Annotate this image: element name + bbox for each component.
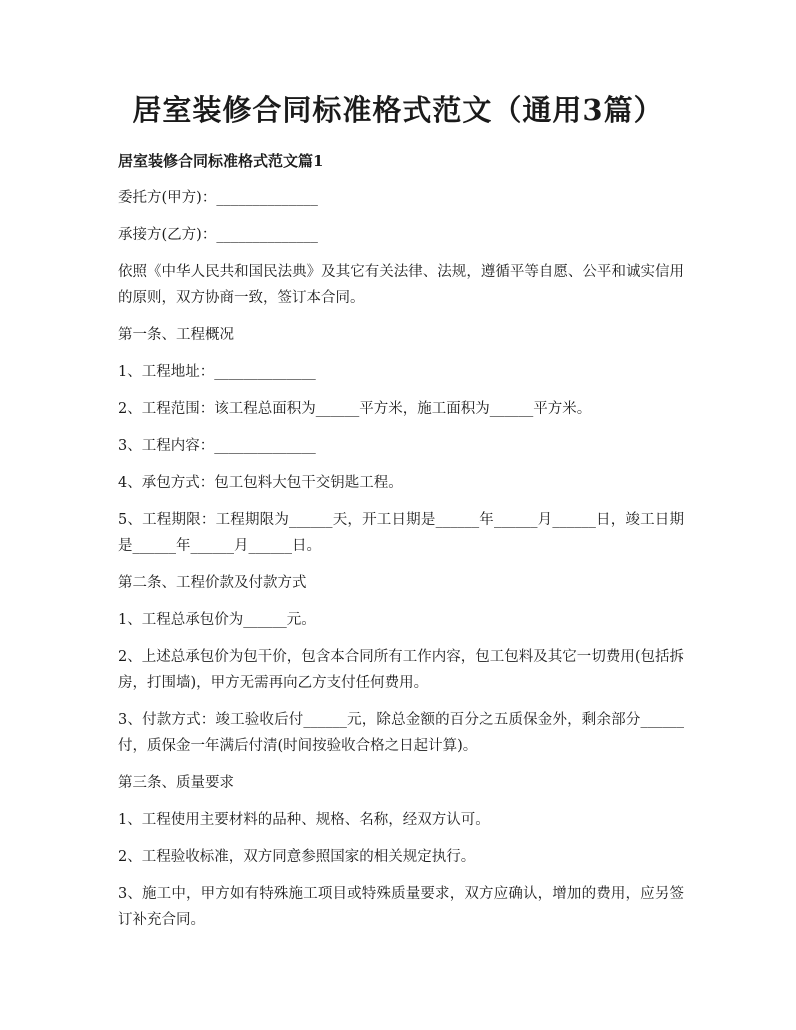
preamble-paragraph: 依照《中华人民共和国民法典》及其它有关法律、法规，遵循平等自愿、公平和诚实信用的原则，双方协商一致，签订本合同。 bbox=[118, 264, 684, 306]
clause-2-1: 1、工程总承包价为______元。 bbox=[118, 612, 316, 628]
clause-2-3: 3、付款方式：竣工验收后付______元，除总金额的百分之五质保金外，剩余部分______付，质保金一年满后付清(时间按验收合格之日起计算)。 bbox=[118, 712, 684, 754]
document-body bbox=[118, 148, 684, 944]
clause-3-3: 3、施工中，甲方如有特殊施工项目或特殊质量要求，双方应确认，增加的费用，应另签订补充合同。 bbox=[118, 886, 684, 928]
article-3-heading: 第三条、质量要求 bbox=[118, 775, 234, 791]
clause-3-2: 2、工程验收标准，双方同意参照国家的相关规定执行。 bbox=[118, 849, 476, 865]
article-1-heading: 第一条、工程概况 bbox=[118, 327, 234, 343]
clause-1-3: 3、工程内容：______________ bbox=[118, 438, 316, 454]
clause-3-1: 1、工程使用主要材料的品种、规格、名称，经双方认可。 bbox=[118, 812, 490, 828]
clause-1-5: 5、工程期限：工程期限为______天，开工日期是______年______月______日，竣工日期是______年______月______日。 bbox=[118, 512, 684, 554]
section-heading: 居室装修合同标准格式范文篇1 bbox=[118, 152, 324, 170]
clause-1-2: 2、工程范围：该工程总面积为______平方米，施工面积为______平方米。 bbox=[118, 401, 592, 417]
clause-1-1: 1、工程地址：______________ bbox=[118, 364, 316, 380]
party-b-line: 承接方(乙方)：______________ bbox=[118, 227, 318, 243]
clause-1-4: 4、承包方式：包工包料大包干交钥匙工程。 bbox=[118, 475, 403, 491]
article-2-heading: 第二条、工程价款及付款方式 bbox=[118, 575, 307, 591]
clause-2-2: 2、上述总承包价为包干价，包含本合同所有工作内容，包工包料及其它一切费用(包括拆房，打围墙)，甲方无需再向乙方支付任何费用。 bbox=[118, 649, 684, 691]
party-a-line: 委托方(甲方)：______________ bbox=[118, 190, 318, 206]
document-title: 居室装修合同标准格式范文（通用3篇） bbox=[132, 93, 664, 127]
